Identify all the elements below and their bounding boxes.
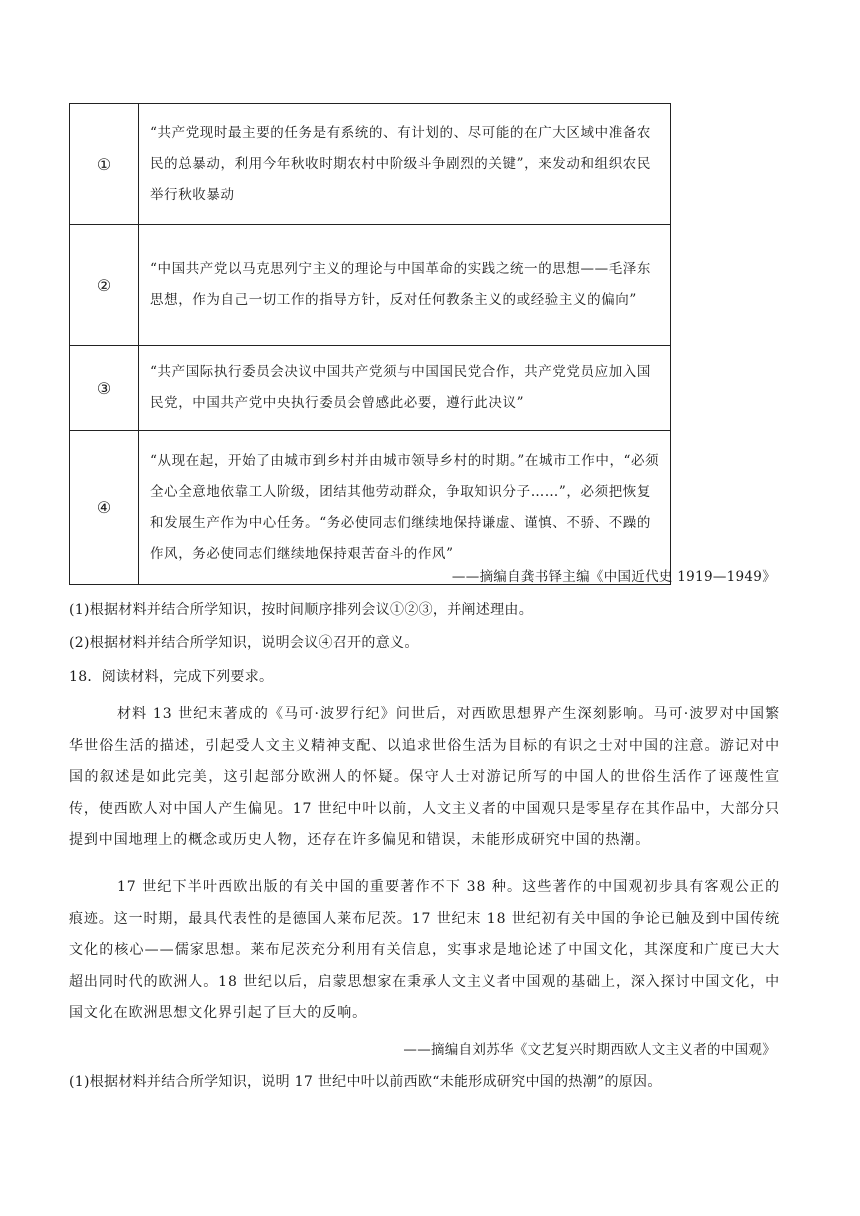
question-18-part-1: (1)根据材料并结合所学知识，说明 17 世纪中叶以前西欧“未能形成研究中国的热潮”的原因。 (69, 1074, 662, 1090)
row-text: “从现在起，开始了由城市到乡村并由城市领导乡村的时期。”在城市工作中，“必须全心全意地依靠工人阶级，团结其他劳动群众，争取知识分子……”，必须把恢复和发展生产作为中心任务。“务必使同志们继续地保持谦虚、谨慎、不骄、不躁的作风，务必使同志们继续地保持艰苦奋斗的作风” (139, 431, 671, 585)
source-citation: ——摘编自刘苏华《文艺复兴时期西欧人文主义者的中国观》 (403, 1042, 776, 1058)
table-row (70, 431, 671, 585)
row-number: ① (70, 104, 139, 225)
question-18-title: 18．阅读材料，完成下列要求。 (69, 669, 274, 685)
row-text: “共产国际执行委员会决议中国共产党须与中国国民党合作，共产党党员应加入国民党，中国共产党中央执行委员会曾感此必要，遵行此决议” (139, 346, 671, 431)
row-text: “中国共产党以马克思列宁主义的理论与中国革命的实践之统一的思想——毛泽东思想，作为自己一切工作的指导方针，反对任何教条主义的或经验主义的偏向” (139, 225, 671, 346)
question-17-part-1: (1)根据材料并结合所学知识，按时间顺序排列会议①②③，并阐述理由。 (69, 602, 534, 618)
table-row (70, 225, 671, 346)
row-number: ③ (70, 346, 139, 431)
row-number: ② (70, 225, 139, 346)
material-paragraph: 17 世纪下半叶西欧出版的有关中国的重要著作不下 38 种。这些著作的中国观初步具有客观公正的痕迹。这一时期，最具代表性的是德国人莱布尼茨。17 世纪末 18 世纪初有关中国的争论已触及到中国传统文化的核心——儒家思想。莱布尼茨充分利用有关信息，实事求是地论述了中国文化，其深度和广度已大大超出同时代的欧洲人。18 世纪以后，启蒙思想家在秉承人文主义者中国观的基础上，深入探讨中国文化，中国文化在欧洲思想文化界引起了巨大的反响。 (69, 879, 780, 1021)
table-row (70, 346, 671, 431)
materials-table (69, 103, 671, 585)
table-row (70, 104, 671, 225)
row-text: “共产党现时最主要的任务是有系统的、有计划的、尽可能的在广大区域中准备农民的总暴动，利用今年秋收时期农村中阶级斗争剧烈的关键”，来发动和组织农民举行秋收暴动 (139, 104, 671, 225)
material-paragraph: 材料 13 世纪末著成的《马可·波罗行纪》问世后，对西欧思想界产生深刻影响。马可·波罗对中国繁华世俗生活的描述，引起受人文主义精神支配、以追求世俗生活为目标的有识之士对中国的注意。游记对中国的叙述是如此完美，这引起部分欧洲人的怀疑。保守人士对游记所写的中国人的世俗生活作了诬蔑性宣传，使西欧人对中国人产生偏见。17 世纪中叶以前，人文主义者的中国观只是零星存在其作品中，大部分只提到中国地理上的概念或历史人物，还存在许多偏见和错误，未能形成研究中国的热潮。 (69, 706, 780, 848)
source-citation: ——摘编自龚书铎主编《中国近代史 1919—1949》 (451, 569, 776, 585)
row-number: ④ (70, 431, 139, 585)
question-17-part-2: (2)根据材料并结合所学知识，说明会议④召开的意义。 (69, 635, 419, 651)
